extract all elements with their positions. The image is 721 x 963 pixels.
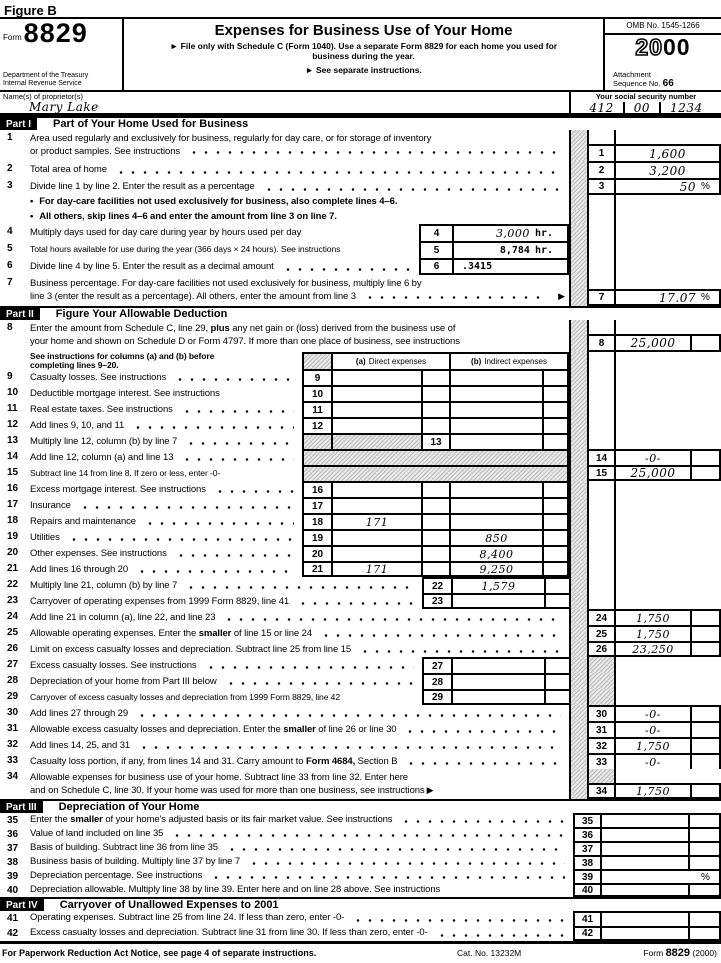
cents-column (690, 336, 719, 350)
form-title-block (124, 19, 603, 90)
line-9-cells: 9 (302, 369, 569, 385)
line-4-row: 4 Multiply days used for day care during year by hours used per day 4 3,000 hr. (0, 224, 721, 241)
dot-leader (404, 723, 561, 733)
cents-column (690, 451, 719, 465)
bullet-icon: • (30, 196, 34, 207)
cents-column (688, 843, 719, 855)
cents-column (690, 707, 719, 721)
line-31-row: 31 Allowable excess casualty losses and depreciation. Enter the smaller of line 26 or line 30 31 -0- (0, 721, 721, 737)
line-26-row: 26 Limit on excess casualty losses and depreciation. Subtract line 25 from line 15 26 23,250 (0, 641, 721, 657)
line-8-value: 25,000 (630, 336, 676, 350)
attachment-sequence: Attachment Sequence No. 66 (613, 70, 674, 89)
line-6-row: 6 Divide line 4 by line 5. Enter the result as a decimal amount 6 .3415 (0, 258, 721, 275)
line-23-row: 23 Carryover of operating expenses from 1999 Form 8829, line 41 23 (0, 593, 721, 609)
line-25-row: 25 Allowable operating expenses. Enter the smaller of line 15 or line 24 25 1,750 (0, 625, 721, 641)
dot-leader (175, 547, 294, 557)
line-19-row: 19 Utilities 19 850 (0, 529, 721, 545)
cents-column (690, 611, 719, 625)
dot-leader (405, 755, 561, 765)
dot-leader (359, 643, 561, 653)
dot-leader (320, 627, 561, 637)
form-header (0, 17, 721, 92)
line-36-row: 36 Value of land included on line 35 36 (0, 827, 721, 841)
line-12-cells: 12 (302, 417, 569, 433)
cents-column (544, 689, 571, 705)
omb-number: OMB No. 1545-1266 (605, 19, 721, 35)
line-14-value: -0- (645, 451, 661, 465)
dot-leader (181, 451, 294, 461)
column-b-header: (b) Indirect expenses (451, 352, 569, 369)
line-22-row: 22 Multiply line 21, column (b) by line 7 22 1,579 (0, 577, 721, 593)
dot-leader (136, 707, 561, 717)
line-13-row: 13 Multiply line 12, column (b) by line 7 13 (0, 433, 721, 449)
line-1-value: 1,600 (649, 146, 686, 161)
dot-leader (248, 856, 565, 865)
part-iv-chip: Part IV (0, 899, 44, 911)
line-30-value: -0- (645, 707, 661, 721)
cents-column (690, 627, 719, 641)
agency-line-1: Department of the Treasury (3, 72, 89, 79)
line-7-row: 7 Business percentage. For day-care facilities not used exclusively for business, multiply line 6 by line 3 (enter the result as a percentage). All others, enter the amount from line 3 ▶ 7 17.07 % (0, 275, 721, 306)
line-20-indirect-value: 8,400 (479, 547, 514, 561)
line-1-row: 1 Area used regularly and exclusively for business, regularly for day care, or for storage of inventory or product samples. See instructions 1 1,600 (0, 130, 721, 161)
dot-leader (132, 419, 294, 429)
part-i-header: Part I Part of Your Home Used for Business (0, 116, 721, 130)
dot-leader (188, 145, 561, 154)
line-9-label: 9 Casualty losses. See instructions (0, 369, 302, 385)
cents-column (690, 739, 719, 753)
dot-leader (282, 260, 411, 271)
line-10-label: 10 Deductible mortgage interest. See instructions (7, 387, 220, 399)
daycare-bullet-1: • For day-care facilities not used exclusively for business, also complete lines 4–6. (0, 195, 721, 210)
columns-note: See instructions for columns (a) and (b) before completing lines 9–20. (30, 351, 215, 370)
line-34-row: 34 Allowable expenses for business use of your home. Subtract line 33 from line 32. Enter here and on Schedule C, line 30. If your home was used for more than one business, see instructions ▶ 34 1,750 (0, 769, 721, 799)
cents-column (544, 673, 571, 689)
dot-leader (68, 531, 294, 541)
form-number: 8829 (23, 18, 88, 48)
line-4-unit: hr. (534, 228, 553, 239)
dot-leader (185, 435, 294, 445)
page-footer (0, 941, 721, 959)
gutter (569, 130, 589, 161)
cents-column (688, 815, 719, 827)
form-title: Expenses for Business Use of Your Home (214, 22, 513, 39)
line-21-indirect-value: 9,250 (479, 562, 514, 576)
line-12-label: 12 Add lines 9, 10, and 11 (0, 417, 302, 433)
dot-leader (171, 828, 565, 837)
line-30-row: 30 Add lines 27 through 29 30 -0- (0, 705, 721, 721)
line-33-row: 33 Casualty loss portion, if any, from lines 14 and 31. Carry amount to Form 4684, Section B 33 -0- (0, 753, 721, 769)
line-16-cells: 16 (302, 481, 569, 497)
dot-leader (226, 842, 565, 851)
line-10-cells: 10 (302, 385, 569, 401)
line-37-row: 37 Basis of building. Subtract line 36 from line 35 37 (0, 841, 721, 855)
line-41-row: 41 Operating expenses. Subtract line 25 from line 24. If less than zero, enter -0- 41 (0, 911, 721, 926)
line-32-value: 1,750 (636, 739, 670, 753)
part-i-chip: Part I (0, 118, 37, 130)
line-32-row: 32 Add lines 14, 25, and 31 32 1,750 (0, 737, 721, 753)
cents-column (688, 913, 719, 926)
ssn-divider (659, 102, 661, 114)
line-15-value: 25,000 (630, 466, 676, 480)
cents-column (690, 785, 719, 797)
dot-leader (136, 563, 294, 573)
line-2-row: 2 Total area of home 2 3,200 (0, 161, 721, 178)
cents-column (544, 657, 571, 673)
line-40-row: 40 Depreciation allowable. Multiply line 38 by line 39. Enter here and on line 28 above. See instructions 40 (0, 883, 721, 897)
line-35-row: 35 Enter the smaller of your home's adjusted basis or its fair market value. See instructions 35 (0, 813, 721, 827)
form-id-footer: Form 8829 (2000) (643, 947, 717, 959)
cents-column (544, 593, 571, 609)
line-5-value: 8,784 (499, 245, 530, 256)
line-21-direct-value: 171 (365, 562, 389, 576)
percent-sign: % (701, 181, 710, 192)
dot-leader (144, 515, 294, 525)
line-5-unit: hr. (534, 245, 553, 256)
line-11-cells: 11 (302, 401, 569, 417)
ssn-divider (623, 102, 625, 114)
cents-column (544, 577, 571, 593)
dot-leader (223, 611, 561, 621)
line-16-row: 16 Excess mortgage interest. See instructions 16 (0, 481, 721, 497)
part-iv-header: Part IV Carryover of Unallowed Expenses to 2001 (0, 897, 721, 911)
line-6-value: .3415 (462, 261, 493, 272)
cents-column (690, 723, 719, 737)
name-label: Name(s) of proprietor(s) (3, 92, 84, 101)
proprietor-name: Mary Lake (29, 100, 99, 114)
cents-column (690, 643, 719, 655)
line-8-row: 8 Enter the amount from Schedule C, line 29, plus any net gain or (loss) derived from the business use of your home and shown on Schedule D or Form 4797. If more than one place of business, see instructions 8 25,000 (0, 320, 721, 352)
line-33-value: -0- (645, 755, 661, 769)
agency-line-2: Internal Revenue Service (3, 80, 82, 87)
dot-leader (181, 403, 294, 413)
tax-year: 2000 (635, 34, 691, 60)
line-27-row: 27 Excess casualty losses. See instructions 27 (0, 657, 721, 673)
line-20-row: 20 Other expenses. See instructions 20 8,400 (0, 545, 721, 561)
line-21-row: 21 Add lines 16 through 20 21 171 9,250 (0, 561, 721, 577)
line-20-cells: 20 8,400 (302, 545, 569, 561)
dot-leader (263, 180, 561, 191)
dot-leader (205, 659, 414, 669)
line-15-row: 15 Subtract line 14 from line 8. If zero or less, enter -0- 15 25,000 (0, 465, 721, 481)
part-iii-chip: Part III (0, 801, 43, 813)
ssn-box: Your social security number 412 00 1234 (569, 92, 721, 113)
line-11-label: 11 Real estate taxes. See instructions (0, 401, 302, 417)
percent-sign: % (701, 292, 710, 303)
line-17-cells: 17 (302, 497, 569, 513)
line-21-cells: 21 171 9,250 (302, 561, 569, 577)
dot-leader (225, 675, 414, 685)
ssn-value: 412 00 1234 (589, 101, 703, 115)
part-ii-header: Part II Figure Your Allowable Deduction (0, 306, 721, 320)
line-19-indirect-value: 850 (485, 531, 508, 545)
line-13-cells: 13 (302, 433, 569, 449)
line-2-value: 3,200 (649, 163, 686, 178)
dot-leader (115, 163, 561, 174)
line-18-cells: 18 171 (302, 513, 569, 529)
line-3-row: 3 Divide line 1 by line 2. Enter the result as a percentage 3 50 % (0, 178, 721, 195)
dot-leader (79, 499, 294, 509)
expense-table-upper (0, 352, 721, 433)
paperwork-notice: For Paperwork Reduction Act Notice, see page 4 of separate instructions. (2, 948, 317, 958)
column-a-header: (a) Direct expenses (333, 352, 451, 369)
line-7-value: 17.07 (659, 290, 696, 305)
line-24-value: 1,750 (636, 611, 670, 625)
line-34-value: 1,750 (636, 784, 670, 798)
dot-leader (174, 371, 294, 381)
daycare-bullet-2: • All others, skip lines 4–6 and enter the amount from line 3 on line 7. (0, 210, 721, 224)
line-18-row: 18 Repairs and maintenance 18 171 (0, 513, 721, 529)
line-3-value: 50 (679, 179, 696, 194)
line-1-number: 1 (7, 132, 13, 143)
line-28-row: 28 Depreciation of your home from Part III below 28 (0, 673, 721, 689)
cents-column (690, 467, 719, 479)
line-19-cells: 19 850 (302, 529, 569, 545)
expense-columns-table (302, 352, 569, 433)
arrow-icon: ▶ (426, 785, 434, 795)
line-29-row: 29 Carryover of excess casualty losses and depreciation from 1999 Form 8829, line 42 29 (0, 689, 721, 705)
line-24-row: 24 Add line 21 in column (a), line 22, and line 23 24 1,750 (0, 609, 721, 625)
dot-leader (364, 290, 548, 299)
line-5-row: 5 Total hours available for use during the year (366 days × 24 hours). See instructions 5 8,784 hr. (0, 241, 721, 258)
dot-leader (352, 912, 565, 922)
line-38-row: 38 Business basis of building. Multiply line 37 by line 7 38 (0, 855, 721, 869)
line-4-value: 3,000 (495, 227, 530, 240)
line-25-value: 1,750 (636, 627, 670, 641)
taxpayer-row (0, 92, 721, 116)
dot-leader (138, 739, 561, 749)
bullet-icon: • (30, 211, 34, 222)
cents-column (688, 885, 719, 895)
line-17-row: 17 Insurance 17 (0, 497, 721, 513)
form-subtitle-1: ► File only with Schedule C (Form 1040). Use a separate Form 8829 for each home you used for business during the year. (169, 41, 558, 61)
cents-column (688, 829, 719, 841)
percent-sign: % (701, 871, 710, 883)
omb-year-block (603, 19, 721, 90)
cents-column (690, 755, 719, 769)
form-subtitle-2: ► See separate instructions. (305, 65, 422, 75)
cents-column (688, 928, 719, 939)
figure-label: Figure B (4, 3, 57, 18)
dot-leader (297, 595, 414, 605)
dot-leader (210, 870, 565, 879)
line-18-direct-value: 171 (365, 515, 389, 529)
line-14-row: 14 Add line 12, column (a) and line 13 14 -0- (0, 449, 721, 465)
line-26-value: 23,250 (632, 642, 674, 656)
catalog-number: Cat. No. 13232M (457, 948, 522, 958)
arrow-icon: ▶ (558, 291, 565, 301)
line-31-value: -0- (645, 723, 661, 737)
form-number-block (0, 19, 124, 90)
dot-leader (400, 814, 565, 823)
cents-column (688, 857, 719, 869)
dot-leader (214, 483, 294, 493)
part-ii-chip: Part II (0, 308, 40, 320)
form-word: Form (3, 33, 22, 42)
part-iii-header: Part III Depreciation of Your Home (0, 799, 721, 813)
line-22-value: 1,579 (481, 579, 516, 593)
dot-leader (185, 579, 414, 589)
line-39-row: 39 Depreciation percentage. See instructions 39 % (0, 869, 721, 883)
dot-leader (436, 927, 565, 937)
line-42-row: 42 Excess casualty losses and depreciation. Subtract line 31 from line 30. If less than zero, enter -0- 42 (0, 926, 721, 941)
